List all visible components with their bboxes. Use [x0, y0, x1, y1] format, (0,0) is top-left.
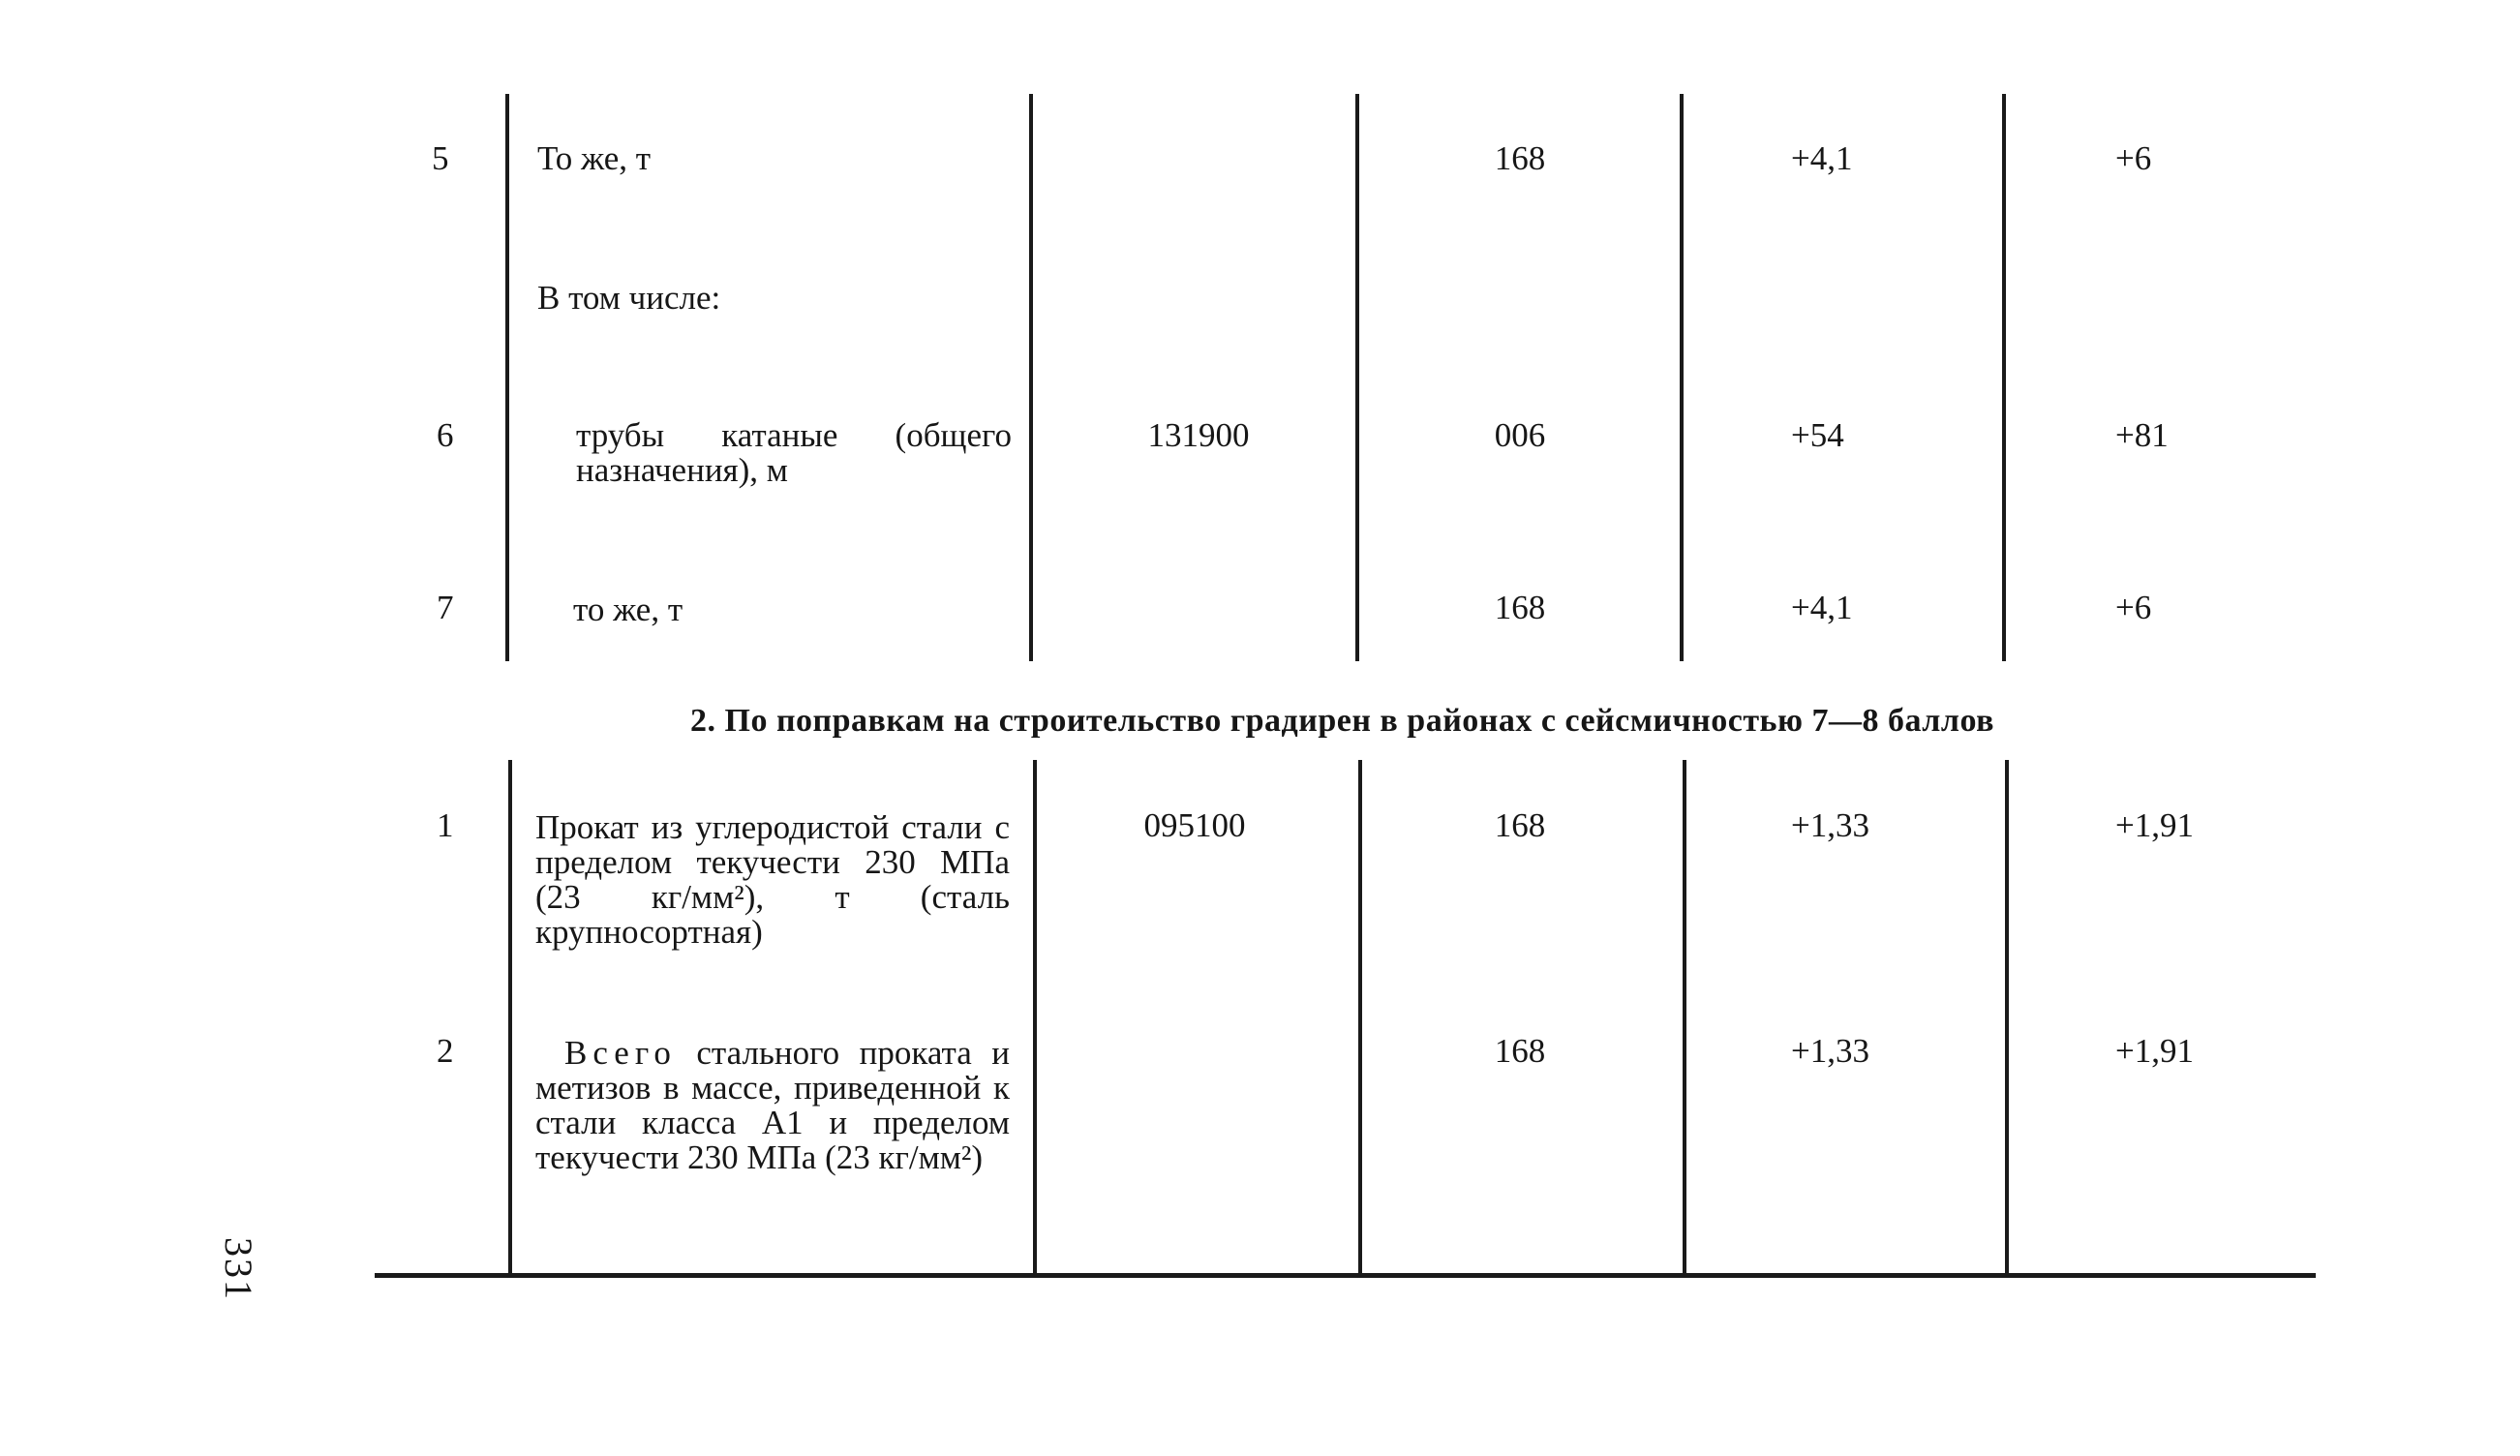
- row-value-2: +6: [2115, 589, 2152, 626]
- row-value-1: +1,33: [1791, 1032, 1869, 1070]
- top-table-rule-3: [1355, 94, 1359, 661]
- row-name: То же, т: [537, 139, 652, 177]
- row-name-lead: Всего: [564, 1034, 677, 1072]
- row-unit-code: 168: [1494, 139, 1546, 177]
- row-name: трубы катаные (общего назначения), м: [576, 416, 1012, 489]
- row-value-1: +4,1: [1791, 139, 1853, 177]
- top-table-rule-1: [505, 94, 509, 661]
- row-name: стального проката и метизов в массе, приведенной к стали класса А1 и пределом текучести 230 МПа (23 кг/мм²): [535, 1034, 1010, 1176]
- row-value-2: +1,91: [2115, 1032, 2194, 1070]
- row-subheading: В том числе:: [537, 279, 721, 317]
- row-number: 5: [432, 139, 449, 177]
- row-name: то же, т: [573, 591, 683, 628]
- row-value-1: +1,33: [1791, 806, 1869, 844]
- row-value-2: +1,91: [2115, 806, 2194, 844]
- row-code: 095100: [1143, 806, 1246, 844]
- row-name-block: [535, 1036, 1010, 1175]
- table-bottom-rule: [375, 1273, 2316, 1278]
- row-value-1: +54: [1791, 416, 1844, 454]
- row-unit-code: 168: [1494, 1032, 1546, 1070]
- bottom-table-rule-2: [1033, 760, 1037, 1273]
- bottom-table-rule-1: [508, 760, 512, 1273]
- row-number: 1: [437, 806, 454, 844]
- row-name: Прокат из углеродистой стали с пределом текучести 230 МПа (23 кг/мм²), т (сталь крупносортная): [535, 808, 1010, 951]
- row-unit-code: 006: [1494, 416, 1546, 454]
- row-value-1: +4,1: [1791, 589, 1853, 626]
- row-number: 2: [437, 1032, 454, 1070]
- top-table-rule-4: [1680, 94, 1684, 661]
- bottom-table-rule-3: [1358, 760, 1362, 1273]
- page-number: 331: [217, 1237, 260, 1301]
- row-number: 6: [437, 416, 454, 454]
- bottom-table-rule-5: [2005, 760, 2009, 1273]
- row-unit-code: 168: [1494, 589, 1546, 626]
- row-value-2: +81: [2115, 416, 2169, 454]
- bottom-table-rule-4: [1683, 760, 1686, 1273]
- row-code: 131900: [1147, 416, 1250, 454]
- top-table-rule-5: [2002, 94, 2006, 661]
- section-heading: 2. По поправкам на строительство градирен в районах с сейсмичностью 7—8 баллов: [690, 703, 1994, 739]
- top-table-rule-2: [1029, 94, 1033, 661]
- row-value-2: +6: [2115, 139, 2152, 177]
- row-unit-code: 168: [1494, 806, 1546, 844]
- row-number: 7: [437, 589, 454, 626]
